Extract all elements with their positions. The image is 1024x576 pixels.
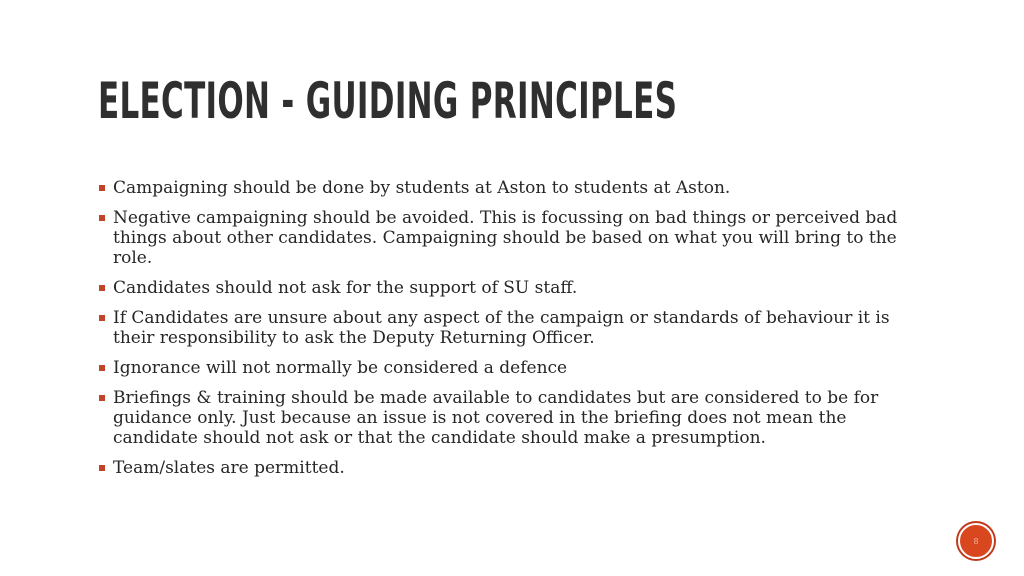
square-bullet-icon (99, 395, 105, 401)
bullet-item (98, 278, 928, 298)
bullet-text: Negative campaigning should be avoided. This is focussing on bad things or perceived bad things about other candidates. Campaigning should be based on what you will bring to the role. (113, 208, 898, 268)
square-bullet-icon (99, 285, 105, 291)
bullet-text: Ignorance will not normally be considered a defence (113, 358, 568, 378)
bullet-text: Campaigning should be done by students at Aston to students at Aston. (113, 178, 731, 198)
square-bullet-icon (99, 215, 105, 221)
bullet-list (98, 178, 928, 488)
square-bullet-icon (99, 315, 105, 321)
bullet-text: Briefings & training should be made available to candidates but are considered to be for guidance only. Just because an issue is not covered in the briefing does not mean the candidate should not ask or that the candidate should make a presumption. (113, 388, 879, 448)
slide-title: ELECTION - GUIDING PRINCIPLES (98, 72, 678, 130)
bullet-item (98, 208, 928, 268)
bullet-text: Team/slates are permitted. (113, 458, 345, 478)
bullet-item (98, 358, 928, 378)
slide-number-badge (958, 523, 994, 559)
bullet-item (98, 388, 928, 448)
bullet-item (98, 308, 928, 348)
bullet-item (98, 458, 928, 478)
square-bullet-icon (99, 465, 105, 471)
bullet-item (98, 178, 928, 198)
square-bullet-icon (99, 185, 105, 191)
slide-number: 8 (973, 536, 979, 546)
square-bullet-icon (99, 365, 105, 371)
bullet-text: If Candidates are unsure about any aspect of the campaign or standards of behaviour it is their responsibility to ask the Deputy Returning Officer. (113, 308, 890, 348)
bullet-text: Candidates should not ask for the support of SU staff. (113, 278, 578, 298)
